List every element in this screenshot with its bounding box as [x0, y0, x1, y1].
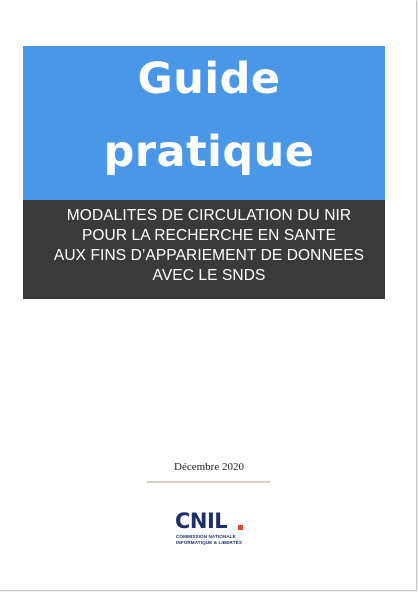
- title-line-pratique: pratique: [103, 127, 315, 177]
- cnil-tagline-line-1: COMMISSION NATIONALE: [176, 534, 236, 539]
- cnil-tagline-line-2: INFORMATIQUE & LIBERTÉS: [176, 540, 243, 545]
- subtitle-line-2: POUR LA RECHERCHE EN SANTE: [81, 227, 337, 244]
- title-line-guide: Guide: [137, 54, 281, 104]
- subtitle-line-3: AUX FINS D’APPARIEMENT DE DONNEES: [53, 247, 365, 264]
- publication-date: Décembre 2020: [174, 461, 244, 473]
- cnil-wordmark: CNIL: [175, 509, 228, 533]
- cnil-red-dot-icon: [238, 525, 243, 530]
- cnil-logo: [175, 509, 255, 549]
- date-divider: [147, 481, 270, 483]
- subtitle-line-1: MODALITES DE CIRCULATION DU NIR: [66, 207, 352, 224]
- subtitle-line-4: AVEC LE SNDS: [152, 267, 266, 284]
